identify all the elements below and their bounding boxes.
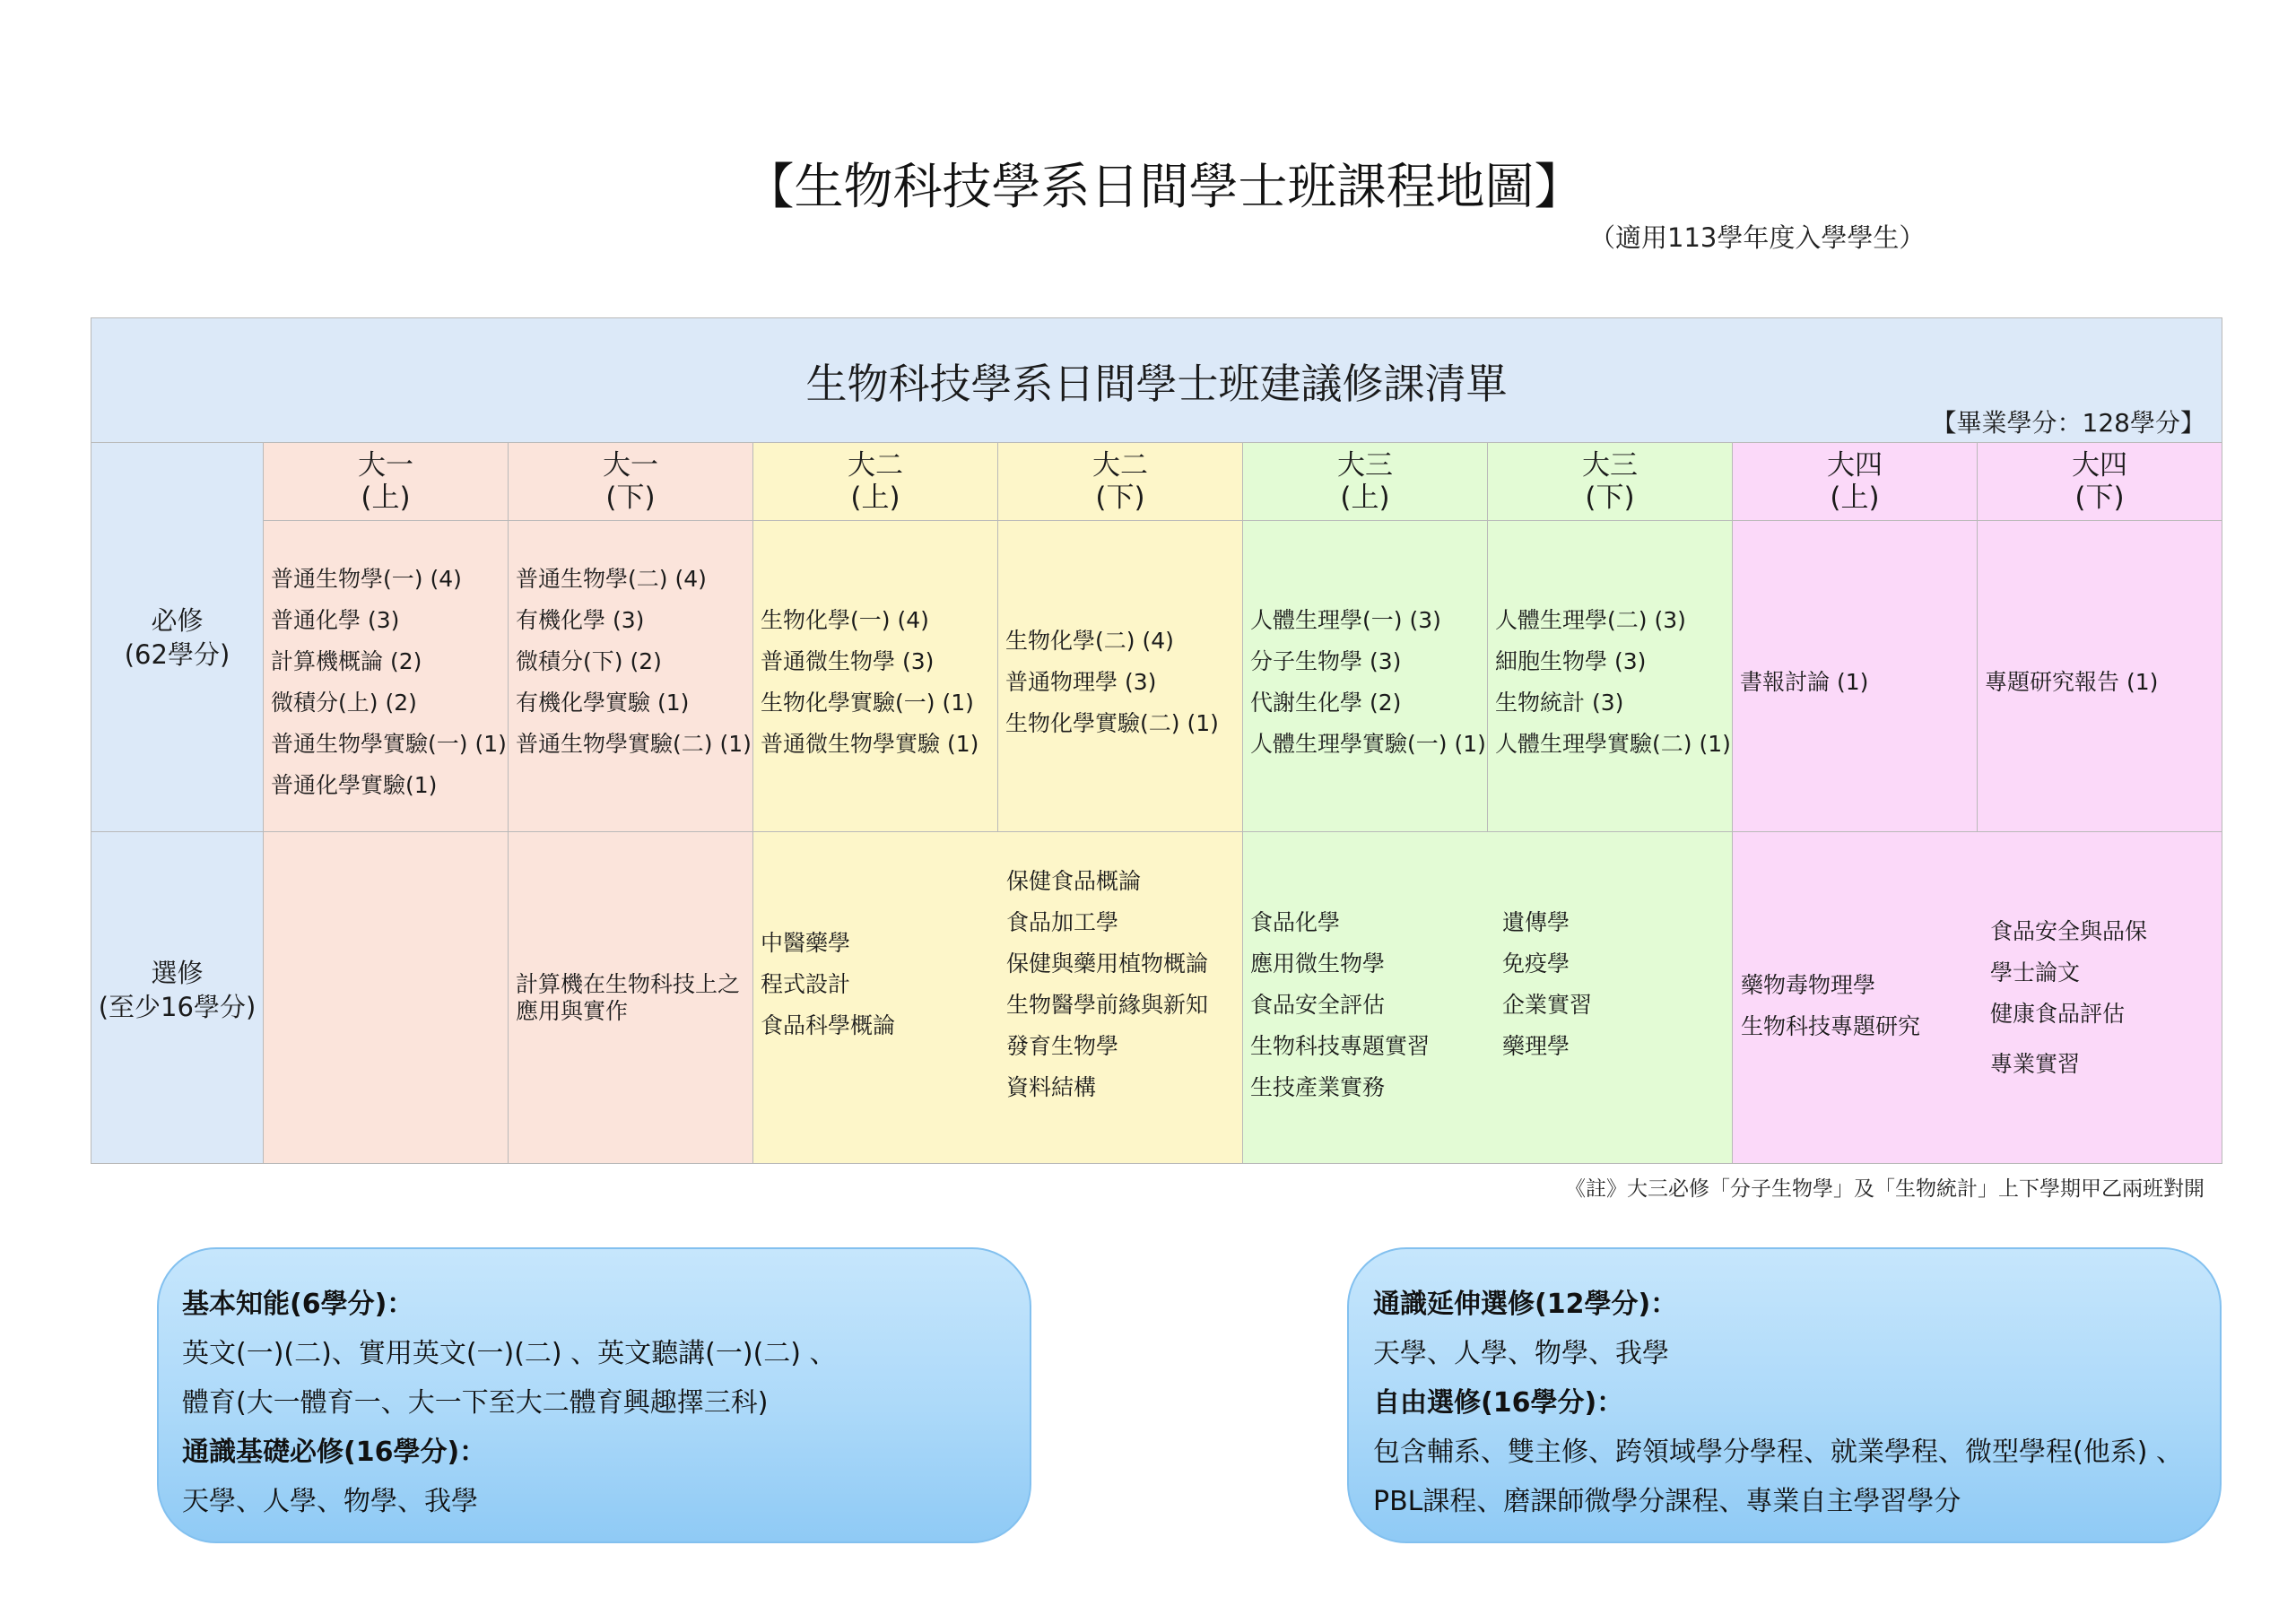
table-heading: 生物科技學系日間學士班建議修課清單 bbox=[805, 360, 1508, 408]
course-item: 生物科技專題研究 bbox=[1741, 1013, 1921, 1039]
course-item: 微積分(下) (2) bbox=[516, 648, 662, 674]
box-text: 英文(一)(二)、實用英文(一)(二) 、英文聽講(一)(二) 、 bbox=[182, 1338, 837, 1369]
column-year: 大一 bbox=[603, 449, 658, 482]
course-item: 藥物毒物理學 bbox=[1741, 972, 1876, 998]
box-text: 體育(大一體育一、大一下至大二體育興趣擇三科) bbox=[182, 1387, 769, 1419]
course-item: 普通生物學實驗(一) (1) bbox=[271, 731, 507, 757]
course-table bbox=[91, 317, 2222, 1164]
course-item: 生物化學(一) (4) bbox=[761, 607, 929, 633]
box-text: 包含輔系、雙主修、跨領域學分學程、就業學程、微型學程(他系) 、 bbox=[1373, 1437, 2183, 1468]
column-header-year2-fall bbox=[753, 443, 997, 520]
course-item: 程式設計 bbox=[761, 971, 851, 997]
elective-cell-year1-fall bbox=[264, 832, 508, 1163]
column-term: (上) bbox=[361, 482, 411, 514]
required-cell-year3-fall bbox=[1243, 521, 1487, 831]
course-item: 有機化學 (3) bbox=[516, 607, 645, 633]
column-term: (上) bbox=[1340, 482, 1390, 514]
general-education-box bbox=[157, 1247, 1031, 1543]
column-term: (下) bbox=[2074, 482, 2125, 514]
required-cell-year2-spring bbox=[998, 521, 1242, 831]
course-item: 人體生理學實驗(二) (1) bbox=[1495, 731, 1731, 757]
elective-cell-year4 bbox=[1733, 832, 2222, 1163]
course-item: 生物統計 (3) bbox=[1495, 690, 1624, 716]
course-item: 人體生理學實驗(一) (1) bbox=[1250, 731, 1486, 757]
course-item: 生物科技專題實習 bbox=[1250, 1033, 1431, 1059]
required-cell-year4-fall bbox=[1733, 521, 1977, 831]
elective-year2-column-a bbox=[753, 832, 1006, 1137]
required-label-text: 必修 bbox=[151, 604, 204, 636]
elective-year3-columns bbox=[1243, 902, 1592, 1108]
elective-label bbox=[91, 832, 263, 1163]
course-item: 生物化學實驗(一) (1) bbox=[761, 690, 974, 716]
column-header-year4-spring bbox=[1978, 443, 2222, 520]
course-item: 計算機在生物科技上之應用與實作 bbox=[516, 970, 741, 1024]
course-item: 生物化學(二) (4) bbox=[1005, 628, 1174, 654]
page-subtitle: （適用113學年度入學學生） bbox=[1589, 222, 1926, 253]
elective-year2-column-b bbox=[1006, 832, 1208, 1137]
course-item: 分子生物學 (3) bbox=[1250, 648, 1402, 674]
course-item: 普通生物學(一) (4) bbox=[271, 566, 462, 592]
footnote: 《註》大三必修「分子生物學」及「生物統計」上下學期甲乙兩班對開 bbox=[1565, 1177, 2205, 1201]
course-item: 有機化學實驗 (1) bbox=[516, 690, 690, 716]
course-item: 企業實習 bbox=[1502, 992, 1593, 1018]
course-item: 食品安全與品保 bbox=[1990, 917, 2148, 944]
course-item: 代謝生化學 (2) bbox=[1250, 690, 1402, 716]
course-item: 普通生物學實驗(二) (1) bbox=[516, 731, 752, 757]
box-heading: 自由選修(16學分)： bbox=[1373, 1387, 1624, 1419]
required-label bbox=[91, 443, 263, 831]
course-item: 資料結構 bbox=[1006, 1074, 1097, 1100]
required-cell-year1-spring bbox=[509, 521, 752, 831]
column-header-year3-fall bbox=[1243, 443, 1487, 520]
course-item: 應用微生物學 bbox=[1250, 951, 1386, 977]
column-year: 大一 bbox=[358, 449, 413, 482]
course-item: 生物醫學前緣與新知 bbox=[1006, 992, 1209, 1018]
course-item: 保健與藥用植物概論 bbox=[1006, 951, 1209, 977]
course-item: 食品化學 bbox=[1250, 909, 1341, 935]
elective-cell-year1-spring bbox=[509, 832, 752, 1163]
course-item: 食品加工學 bbox=[1006, 909, 1119, 935]
required-cell-year2-fall bbox=[753, 521, 997, 831]
box-text: PBL課程、磨課師微學分課程、專業自主學習學分 bbox=[1373, 1486, 1961, 1517]
course-item: 專題研究報告 (1) bbox=[1985, 669, 2159, 695]
course-item: 生物化學實驗(二) (1) bbox=[1005, 710, 1219, 736]
course-item: 遺傳學 bbox=[1502, 909, 1570, 935]
box-heading: 基本知能(6學分)： bbox=[182, 1289, 414, 1320]
box-text: 天學、人學、物學、我學 bbox=[1373, 1338, 1669, 1369]
column-year: 大四 bbox=[1827, 449, 1883, 482]
course-item: 普通生物學(二) (4) bbox=[516, 566, 707, 592]
extended-elective-box bbox=[1347, 1247, 2222, 1543]
column-year: 大三 bbox=[1337, 449, 1393, 482]
column-year: 大三 bbox=[1582, 449, 1638, 482]
column-year: 大二 bbox=[848, 449, 903, 482]
column-term: (下) bbox=[1585, 482, 1635, 514]
course-item: 微積分(上) (2) bbox=[271, 690, 417, 716]
column-header-year4-fall bbox=[1733, 443, 1977, 520]
column-term: (下) bbox=[1095, 482, 1145, 514]
course-item: 人體生理學(二) (3) bbox=[1495, 607, 1686, 633]
course-item: 健康食品評估 bbox=[1990, 1000, 2126, 1027]
course-item: 普通物理學 (3) bbox=[1005, 669, 1157, 695]
course-item: 中醫藥學 bbox=[761, 930, 851, 956]
course-item: 人體生理學(一) (3) bbox=[1250, 607, 1441, 633]
box-heading: 通識基礎必修(16學分)： bbox=[182, 1437, 487, 1468]
elective-cell-year2 bbox=[753, 832, 1242, 1163]
course-item: 普通微生物學實驗 (1) bbox=[761, 731, 979, 757]
course-item: 食品科學概論 bbox=[761, 1012, 896, 1038]
course-item: 學士論文 bbox=[1990, 959, 2081, 985]
column-term: (下) bbox=[605, 482, 656, 514]
course-item: 細胞生物學 (3) bbox=[1495, 648, 1647, 674]
column-year: 大二 bbox=[1092, 449, 1148, 482]
course-item: 普通化學實驗(1) bbox=[271, 772, 438, 798]
elective-year4-column-a bbox=[1733, 832, 1990, 1163]
elective-year4-column-b bbox=[1990, 832, 2147, 1163]
elective-year3-column-a bbox=[1243, 902, 1502, 1108]
course-item: 發育生物學 bbox=[1006, 1033, 1119, 1059]
column-header-year1-spring bbox=[509, 443, 752, 520]
column-year: 大四 bbox=[2072, 449, 2127, 482]
column-header-year1-fall bbox=[264, 443, 508, 520]
table-header bbox=[91, 318, 2222, 442]
course-item: 普通微生物學 (3) bbox=[761, 648, 935, 674]
course-item: 保健食品概論 bbox=[1006, 868, 1142, 894]
column-header-year2-spring bbox=[998, 443, 1242, 520]
column-header-year3-spring bbox=[1488, 443, 1732, 520]
page-title: 【生物科技學系日間學士班課程地圖】 bbox=[744, 158, 1584, 215]
course-item: 計算機概論 (2) bbox=[271, 648, 422, 674]
graduation-credits: 【畢業學分：128學分】 bbox=[1931, 408, 2205, 438]
required-cell-year3-spring bbox=[1488, 521, 1732, 831]
course-item: 藥理學 bbox=[1502, 1033, 1570, 1059]
box-text: 天學、人學、物學、我學 bbox=[182, 1486, 478, 1517]
required-cell-year4-spring bbox=[1978, 521, 2222, 831]
course-item: 書報討論 (1) bbox=[1740, 669, 1869, 695]
required-cell-year1-fall bbox=[264, 521, 508, 831]
course-item: 專業實習 bbox=[1990, 1050, 2081, 1077]
required-label-credits: (62學分) bbox=[124, 638, 230, 670]
course-item: 生技產業實務 bbox=[1250, 1074, 1386, 1100]
box-heading: 通識延伸選修(12學分)： bbox=[1373, 1289, 1678, 1320]
elective-label-text: 選修 bbox=[151, 958, 204, 988]
elective-cell-year3 bbox=[1243, 832, 1732, 1163]
course-item: 食品安全評估 bbox=[1250, 992, 1386, 1018]
elective-label-credits: (至少16學分) bbox=[98, 992, 257, 1022]
elective-year3-column-b bbox=[1502, 902, 1592, 1067]
course-item: 普通化學 (3) bbox=[271, 607, 400, 633]
column-term: (上) bbox=[850, 482, 900, 514]
course-item: 免疫學 bbox=[1502, 951, 1570, 977]
column-term: (上) bbox=[1830, 482, 1880, 514]
